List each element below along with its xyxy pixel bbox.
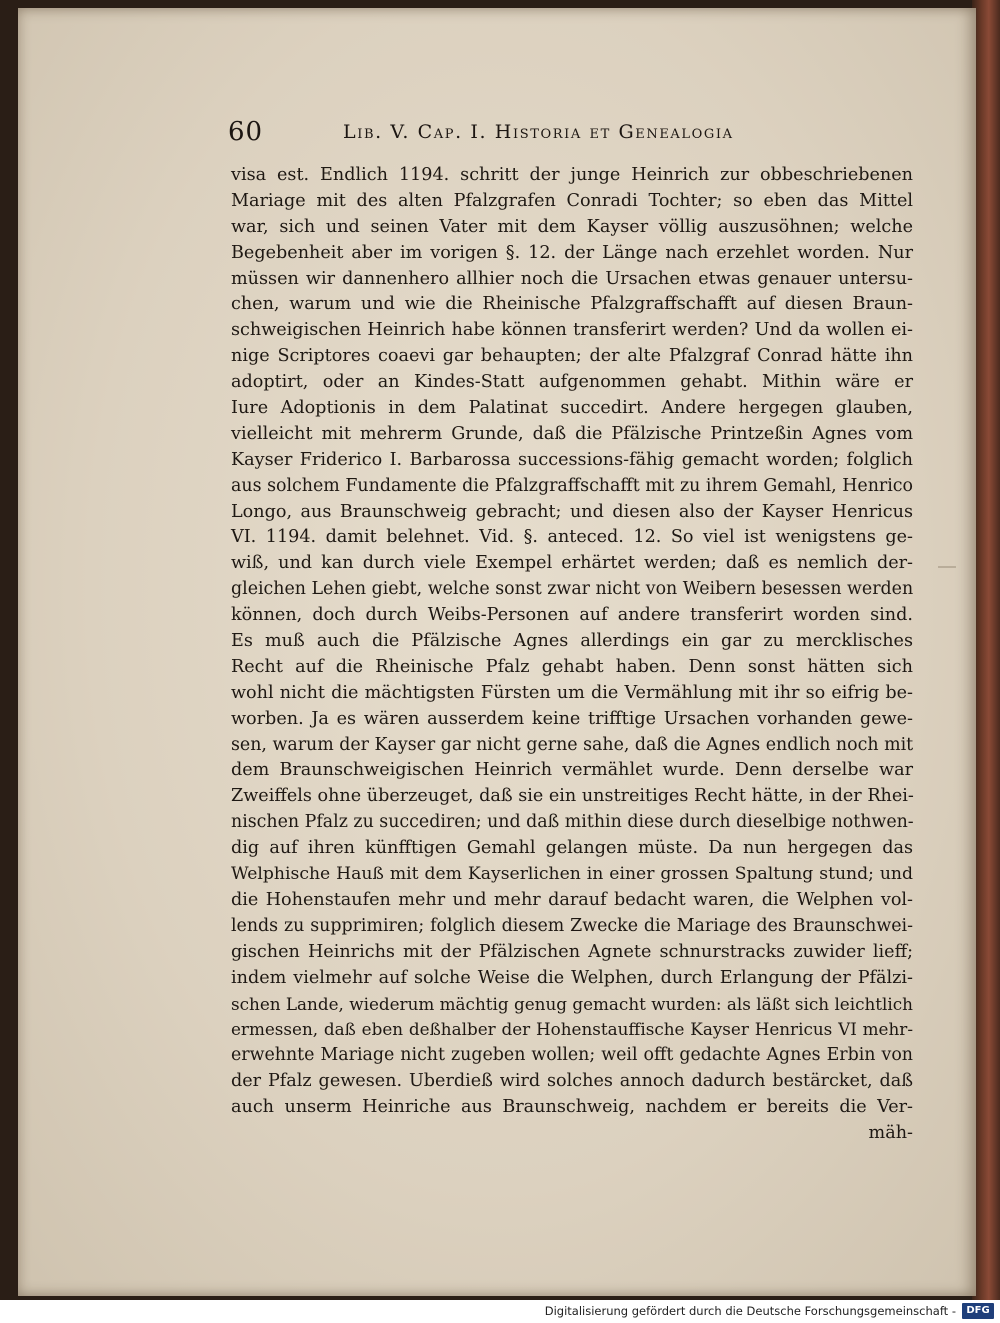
text-line: worben. Ja es wären ausserdem keine trifftige Ursachen vorhanden gewe-	[231, 708, 913, 729]
page-header	[228, 117, 812, 151]
text-line: ermessen, daß eben deßhalber der Hohenstauffische Kayser Henricus VI mehr-	[231, 1019, 913, 1040]
text-line: auch unserm Heinriche aus Braunschweig, nachdem er bereits die Ver-	[231, 1097, 913, 1118]
text-line: adoptirt, oder an Kindes-Statt aufgenommen gehabt. Mithin wäre er	[231, 372, 913, 393]
page-number: 60	[228, 117, 264, 147]
text-line: schweigischen Heinrich habe können transferirt werden? Und da wollen ei-	[231, 320, 913, 341]
text-line: dig auf ihren künfftigen Gemahl gelangen müste. Da nun hergegen das	[231, 838, 913, 859]
running-title: Lib. V. Cap. I. Historia et Genealogia	[343, 121, 734, 143]
text-line: indem vielmehr auf solche Weise die Welphen, durch Erlangung der Pfälzi-	[231, 967, 913, 988]
book-spine-edge	[972, 0, 1000, 1300]
text-line: war, sich und seinen Vater mit dem Kayser völlig auszusöhnen; welche	[231, 216, 913, 237]
text-line: sen, warum der Kayser gar nicht gerne sahe, daß die Agnes endlich noch mit	[231, 734, 914, 755]
text-line: gleichen Lehen giebt, welche sonst zwar nicht von Weibern besessen werden	[231, 579, 914, 600]
text-line: vielleicht mit mehrerm Grunde, daß die Pfälzische Printzeßin Agnes vom	[231, 423, 913, 444]
text-line: lends zu supprimiren; folglich diesem Zwecke die Mariage des Braunschwei-	[231, 915, 913, 936]
text-line: gischen Heinrichs mit der Pfälzischen Agnete schnurstracks zuwider lieff;	[231, 941, 913, 962]
text-line: erwehnte Mariage nicht zugeben wollen; weil offt gedachte Agnes Erbin von	[231, 1045, 913, 1066]
funding-credit: Digitalisierung gefördert durch die Deutsche Forschungsgemeinschaft -	[544, 1304, 956, 1318]
text-line: nige Scriptores coaevi gar behaupten; der alte Pfalzgraf Conrad hätte ihn	[231, 346, 913, 367]
footer-bar	[0, 1300, 1000, 1323]
text-line: chen, warum und wie die Rheinische Pfalzgraffschafft auf diesen Braun-	[231, 294, 913, 315]
text-line: der Pfalz gewesen. Uberdieß wird solches annoch dadurch bestärcket, daß	[231, 1071, 913, 1092]
text-line: schen Lande, wiederum mächtig genug gemacht wurden: als läßt sich leichtlich	[231, 993, 913, 1014]
dfg-logo: DFG	[962, 1303, 994, 1319]
text-line: Longo, aus Braunschweig gebracht; und diesen also der Kayser Henricus	[231, 501, 913, 522]
text-line: Begebenheit aber im vorigen §. 12. der Länge nach erzehlet worden. Nur	[231, 242, 913, 263]
text-line: Kayser Friderico I. Barbarossa successions-fähig gemacht worden; folglich	[231, 449, 913, 470]
text-line: Recht auf die Rheinische Pfalz gehabt haben. Denn sonst hätten sich	[231, 656, 913, 677]
text-line: nischen Pfalz zu succediren; und daß mithin diese durch dieselbige nothwen-	[231, 812, 914, 833]
text-line: VI. 1194. damit belehnet. Vid. §. anteced. 12. So viel ist wenigstens ge-	[231, 527, 913, 548]
text-line: aus solchem Fundamente die Pfalzgraffschafft mit zu ihrem Gemahl, Henrico	[231, 475, 913, 496]
text-line: Iure Adoptionis in dem Palatinat succedirt. Andere hergegen glauben,	[231, 398, 913, 419]
text-line: mäh-	[868, 1122, 913, 1143]
text-line: Es muß auch die Pfälzische Agnes allerdings ein gar zu mercklisches	[231, 631, 913, 652]
margin-mark	[938, 566, 956, 568]
text-line: Zweiffels ohne überzeuget, daß sie ein unstreitiges Recht hätte, in der Rhei-	[231, 786, 914, 807]
text-line: müssen wir dannenhero allhier noch die Ursachen etwas genauer untersu-	[231, 268, 913, 289]
text-line: wohl nicht die mächtigsten Fürsten um die Vermählung mit ihr so eifrig be-	[231, 682, 913, 703]
text-line: die Hohenstaufen mehr und mehr darauf bedacht waren, die Welphen vol-	[231, 889, 913, 910]
text-line: dem Braunschweigischen Heinrich vermählet wurde. Denn derselbe war	[231, 760, 913, 781]
text-line: visa est. Endlich 1194. schritt der junge Heinrich zur obbeschriebenen	[231, 165, 913, 185]
body-text	[231, 163, 913, 1147]
text-line: Mariage mit des alten Pfalzgrafen Conradi Tochter; so eben das Mittel	[231, 190, 913, 211]
text-line: können, doch durch Weibs-Personen auf andere transferirt worden sind.	[231, 605, 913, 626]
text-line: wiß, und kan durch viele Exempel erhärtet werden; daß es nemlich der-	[231, 553, 913, 574]
text-line: Welphische Hauß mit dem Kayserlichen in einer grossen Spaltung stund; und	[231, 864, 913, 885]
